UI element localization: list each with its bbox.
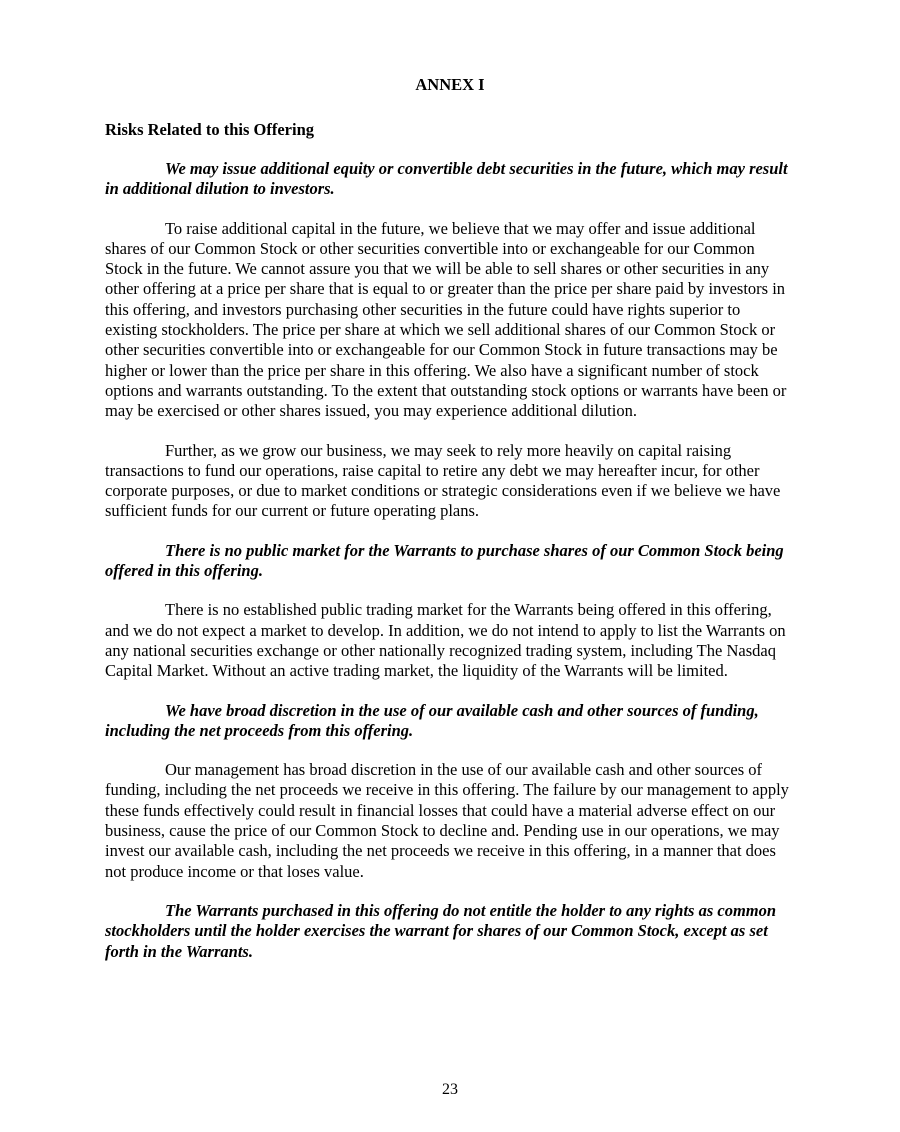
section-heading: Risks Related to this Offering	[105, 120, 314, 139]
risk-heading-paragraph: We have broad discretion in the use of our available cash and other sources of funding, including the net proceeds from this offering.	[105, 700, 759, 740]
risk-heading-paragraph: The Warrants purchased in this offering do not entitle the holder to any rights as common stockholders until the holder exercises the warrant for shares of our Common Stock, except as set forth in the Warrants.	[105, 900, 777, 961]
annex-title: ANNEX I	[415, 75, 485, 94]
risk-heading-paragraph: We may issue additional equity or convertible debt securities in the future, which may result in additional dilution to investors.	[105, 159, 788, 199]
page-number: 23	[442, 1081, 458, 1098]
risk-heading-paragraph: There is no public market for the Warrants to purchase shares of our Common Stock being offered in this offering.	[105, 540, 784, 581]
body-paragraph: Further, as we grow our business, we may seek to rely more heavily on capital raising transactions to fund our operations, raise capital to retire any debt we may hereafter incur, for other corporate purposes, or due to market conditions or strategic considerations even if we believe we have sufficient funds for our current or future operating plans.	[105, 440, 781, 521]
body-paragraph: To raise additional capital in the future, we believe that we may offer and issue additional shares of our Common Stock or other securities convertible into or exchangeable for our Common Stock in the future. We cannot assure you that we will be able to sell shares or other securities in any other offering at a price per share that is equal to or greater than the price per share paid by investors in this offering, and investors purchasing other securities in the future could have rights superior to existing stockholders. The price per share at which we sell additional shares of our Common Stock or other securities convertible into or exchangeable for our Common Stock in future transactions may be higher or lower than the price per share in this offering. We also have a significant number of stock options and warrants outstanding. To the extent that outstanding stock options or warrants have been or may be exercised or other shares issued, you may experience additional dilution.	[105, 218, 787, 421]
body-paragraph: Our management has broad discretion in the use of our available cash and other sources of funding, including the net proceeds we receive in this offering. The failure by our management to apply these funds effectively could result in financial losses that could have a material adverse effect on our business, cause the price of our Common Stock to decline and. Pending use in our operations, we may invest our available cash, including the net proceeds we receive in this offering, in a manner that does not produce income or that loses value.	[105, 760, 789, 881]
body-paragraph: There is no established public trading market for the Warrants being offered in this offering, and we do not expect a market to develop. In addition, we do not intend to apply to list the Warrants on any national securities exchange or other nationally recognized trading system, including The Nasdaq Capital Market. Without an active trading market, the liquidity of the Warrants will be limited.	[105, 600, 786, 681]
